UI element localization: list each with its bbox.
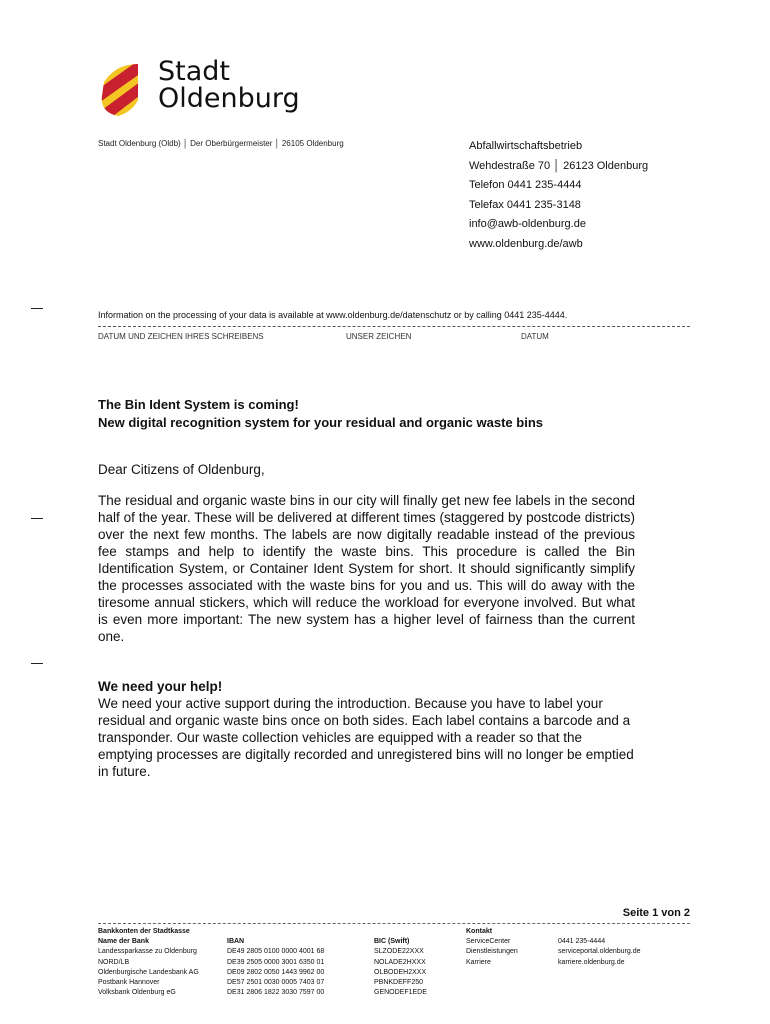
fold-mark <box>31 518 43 519</box>
bank-bic: NOLADE2HXXX <box>374 958 426 966</box>
divider <box>98 326 690 327</box>
bank-iban: DE39 2505 0000 3001 6350 01 <box>227 958 325 966</box>
bank-name: Volksbank Oldenburg eG <box>98 989 176 997</box>
footer-iban-header: IBAN <box>227 938 245 946</box>
bank-iban: DE49 2805 0100 0000 4001 68 <box>227 948 325 956</box>
body-paragraph-1: The residual and organic waste bins in our city will finally get new fee labels in the second half of the year. These will be delivered at different times (staggered by postcode districts) over the next few months. The labels are now digitally readable instead of the previous fee stamps and help to identify the waste bins. This procedure is called the Bin Identification System, or Container Ident System for short. It should significantly simplify the processes associated with the waste bins for you and us. This will do away with the tiresome annual stickers, which will reduce the workload for everyone involved. But what is even more important: The new system has a higher level of fairness than the current one. <box>98 493 635 644</box>
footer-contact-labels <box>466 927 518 968</box>
subject-line-2: New digital recognition system for your residual and organic waste bins <box>98 415 543 430</box>
footer-contact-values <box>558 927 641 968</box>
footer-bic-column <box>374 927 427 998</box>
office-address-block <box>469 139 648 257</box>
office-email[interactable]: info@awb-oldenburg.de <box>469 218 586 231</box>
privacy-info-line: Information on the processing of your data is available at www.oldenburg.de/datenschutz or by calling 0441 235-4444. <box>98 310 568 320</box>
footer-bic-header: BIC (Swift) <box>374 938 410 946</box>
letter-subject <box>98 396 690 432</box>
contact-label: Karriere <box>466 958 491 966</box>
ref-date: DATUM <box>521 332 549 341</box>
ref-your-letter: DATUM UND ZEICHEN IHRES SCHREIBENS <box>98 332 264 341</box>
bank-bic: OLBODEH2XXX <box>374 968 427 976</box>
office-street: Wehdestraße 70 │ 26123 Oldenburg <box>469 159 649 172</box>
body-paragraph-2: We need your active support during the introduction. Because you have to label your residual and organic waste bins once on both sides. Each label contains a barcode and a transponder. Our waste collection vehicles are equipped with a reader so that the emptying processes are digitally recorded and unregistered bins will no longer be emptied in future. <box>98 696 634 779</box>
bank-name: Oldenburgische Landesbank AG <box>98 968 199 976</box>
subject-line-1: The Bin Ident System is coming! <box>98 397 299 412</box>
bank-bic: PBNKDEFF250 <box>374 979 424 987</box>
sender-return-line: Stadt Oldenburg (Oldb) │ Der Oberbürgermeister │ 26105 Oldenburg <box>98 139 344 148</box>
bank-iban: DE09 2802 0050 1443 9962 00 <box>227 968 325 976</box>
bank-name: Landessparkasse zu Oldenburg <box>98 948 197 956</box>
office-phone: Telefon 0441 235-4444 <box>469 179 582 192</box>
footer-divider <box>98 923 690 924</box>
help-heading: We need your help! <box>98 679 223 694</box>
city-logo <box>98 58 308 124</box>
footer-accounts-title: Bankkonten der Stadtkasse <box>98 928 190 935</box>
fold-mark <box>31 663 43 664</box>
footer-bank-header: Name der Bank <box>98 938 149 946</box>
bank-name: Postbank Hannover <box>98 979 160 987</box>
ref-our-sign: UNSER ZEICHEN <box>346 332 412 341</box>
contact-phone: 0441 235-4444 <box>558 938 606 946</box>
bank-bic: SLZODE22XXX <box>374 948 424 956</box>
contact-label: Dienstleistungen <box>466 948 518 956</box>
footer-iban-column <box>227 927 324 998</box>
bank-name: NORD/LB <box>98 958 130 966</box>
page-number: Seite 1 von 2 <box>622 907 690 919</box>
contact-label: ServiceCenter <box>466 938 511 946</box>
logo-line-2: Oldenburg <box>158 83 300 114</box>
footer-contact-title: Kontakt <box>466 928 493 935</box>
bank-iban: DE57 2501 0030 0005 7403 07 <box>227 979 325 987</box>
office-fax: Telefax 0441 235-3148 <box>469 198 581 211</box>
contact-serviceportal-link[interactable]: serviceportal.oldenburg.de <box>558 948 641 956</box>
office-name: Abfallwirtschaftsbetrieb <box>469 140 583 152</box>
bank-bic: GENODEF1EDE <box>374 989 427 997</box>
office-website[interactable]: www.oldenburg.de/awb <box>469 237 583 250</box>
greeting: Dear Citizens of Oldenburg, <box>98 462 265 477</box>
bank-iban: DE31 2806 1822 3030 7597 00 <box>227 989 325 997</box>
logo-line-1: Stadt <box>158 56 230 87</box>
contact-careers-link[interactable]: karriere.oldenburg.de <box>558 958 625 966</box>
coat-of-arms-icon <box>98 62 152 118</box>
footer-bank-names <box>98 927 199 998</box>
fold-mark <box>31 308 43 309</box>
